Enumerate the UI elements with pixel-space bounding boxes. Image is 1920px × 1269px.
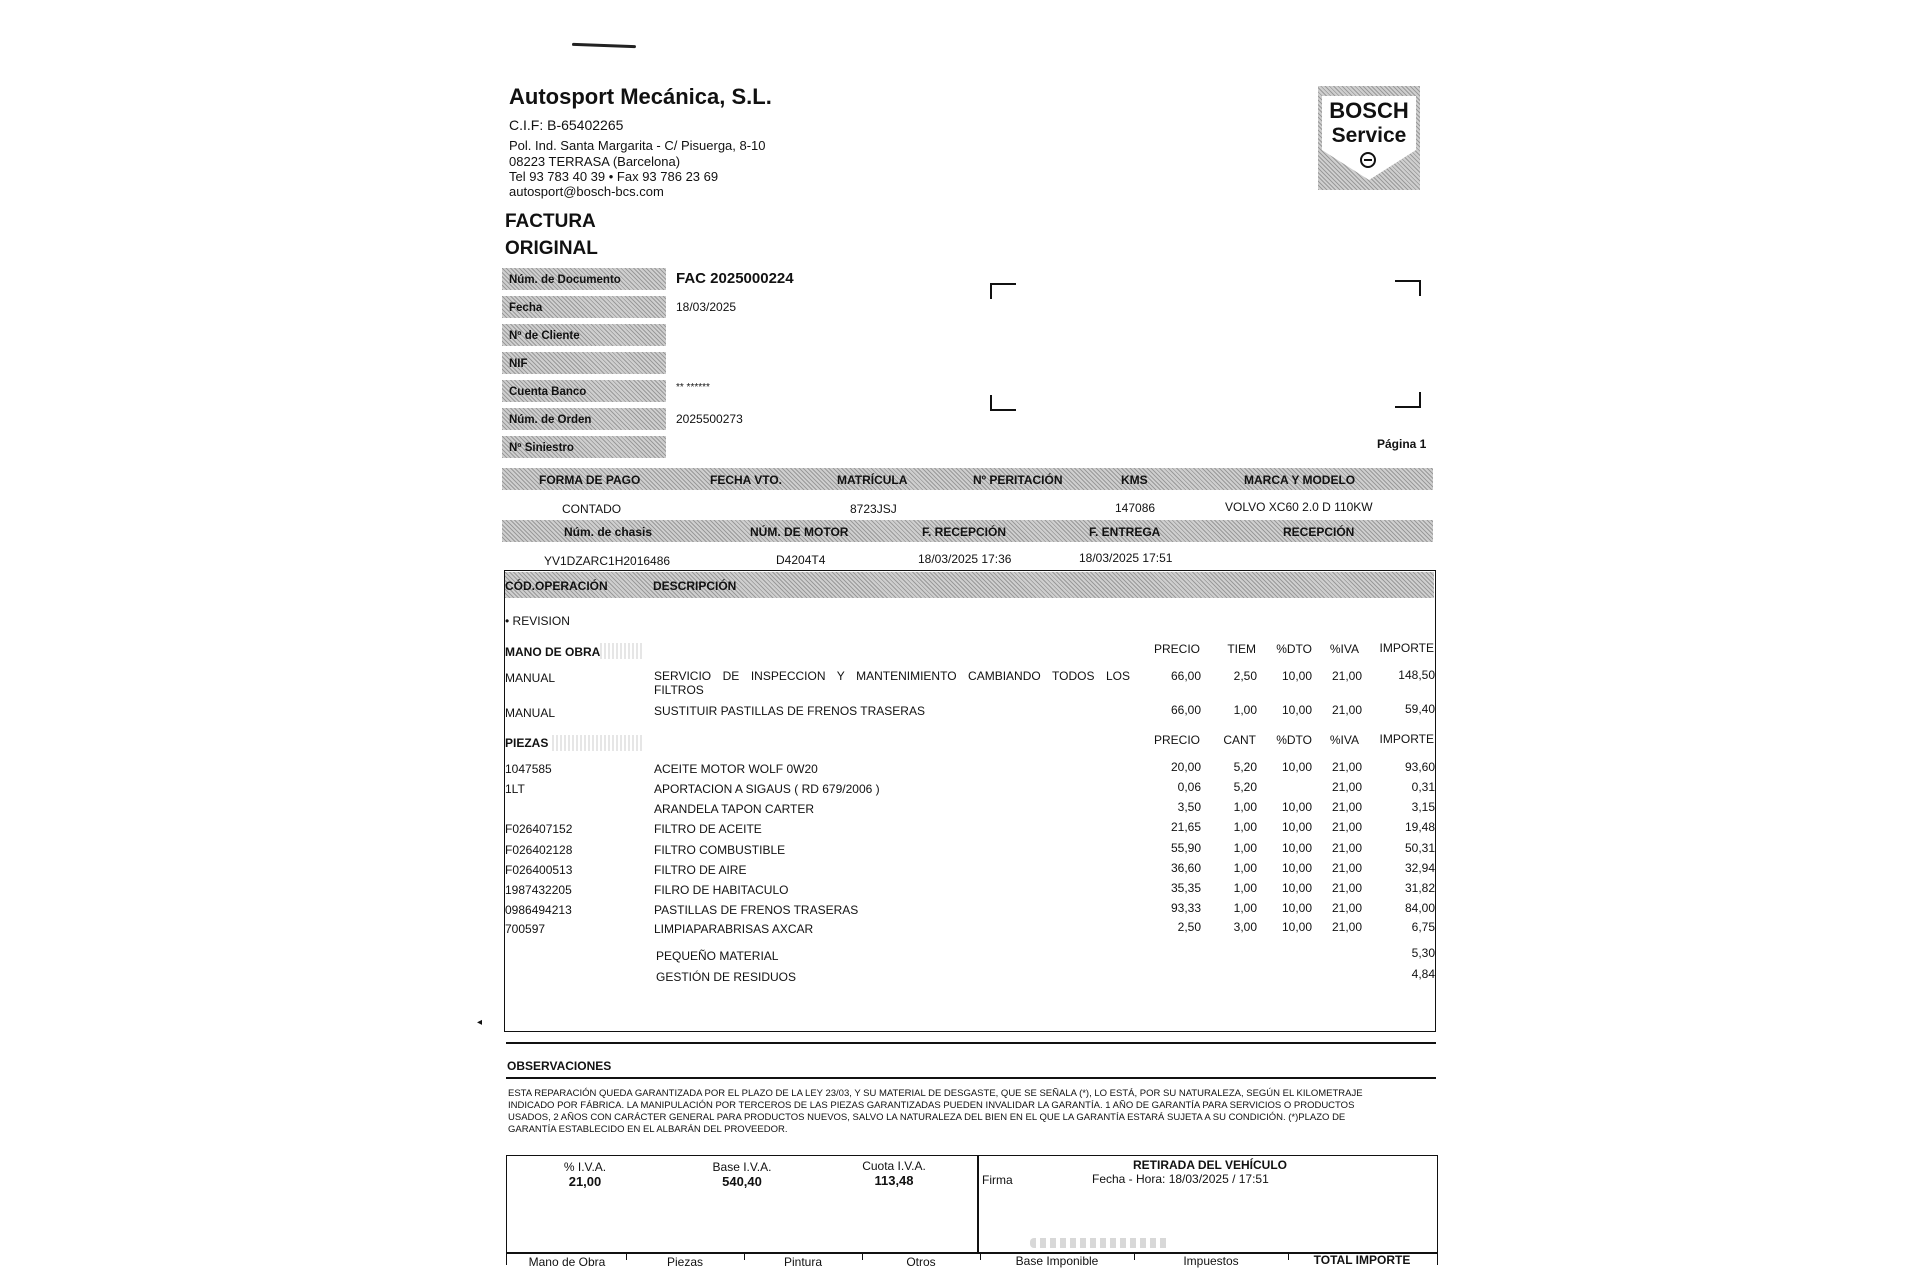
part-importe: 0,31 xyxy=(1411,780,1435,794)
labor-row-desc-cont: FILTROS xyxy=(654,683,704,697)
retirada-fecha-hora: Fecha - Hora: 18/03/2025 / 17:51 xyxy=(1092,1172,1269,1186)
part-iva: 21,00 xyxy=(1331,920,1362,934)
parts-title-smudge xyxy=(552,735,642,751)
doc-type-factura: FACTURA xyxy=(505,211,596,232)
totals-divider xyxy=(980,1253,981,1260)
bosch-logo-text: BOSCH xyxy=(1329,98,1409,123)
tax-iva-label: % I.V.A. xyxy=(563,1160,607,1174)
part-iva: 21,00 xyxy=(1331,820,1362,834)
value-kms: 147086 xyxy=(1115,501,1156,515)
part-dto: 10,00 xyxy=(1281,920,1312,934)
header-peritacion: Nº PERITACIÓN xyxy=(973,473,1063,487)
totals-divider xyxy=(1134,1253,1135,1260)
company-email: autosport@bosch-bcs.com xyxy=(509,184,664,199)
part-dto: 10,00 xyxy=(1281,760,1312,774)
company-address-1: Pol. Ind. Santa Margarita - C/ Pisuerga, 8-10 xyxy=(509,138,766,153)
vehicle-header-band-1 xyxy=(502,468,1433,490)
value-f-recepcion: 18/03/2025 17:36 xyxy=(918,552,1012,566)
part-precio: 36,60 xyxy=(1170,861,1201,875)
margin-mark: ◂ xyxy=(477,1017,483,1028)
part-iva: 21,00 xyxy=(1331,881,1362,895)
value-f-entrega: 18/03/2025 17:51 xyxy=(1079,551,1173,565)
labor-row-importe: 148,50 xyxy=(1398,668,1435,682)
part-precio: 55,90 xyxy=(1170,841,1201,855)
page-number: Página 1 xyxy=(1377,437,1427,451)
totals-col-total-importe: TOTAL IMPORTE xyxy=(1313,1253,1411,1267)
company-address-2: 08223 TERRASA (Barcelona) xyxy=(509,154,681,169)
header-descripcion: DESCRIPCIÓN xyxy=(653,579,737,593)
header-forma-pago: FORMA DE PAGO xyxy=(539,473,641,487)
totals-divider xyxy=(862,1253,863,1260)
extra-importe-pequeno-material: 5,30 xyxy=(1411,946,1435,960)
parts-col-iva: %IVA xyxy=(1329,733,1359,747)
part-precio: 93,33 xyxy=(1170,901,1201,915)
retirada-title: RETIRADA DEL VEHÍCULO xyxy=(1132,1158,1287,1172)
labor-col-importe: IMPORTE xyxy=(1379,641,1434,655)
part-iva: 21,00 xyxy=(1331,841,1362,855)
field-value-orden: 2025500273 xyxy=(676,412,743,426)
totals-divider xyxy=(1288,1253,1289,1260)
retirada-firma-label: Firma xyxy=(982,1173,1013,1187)
header-kms: KMS xyxy=(1121,473,1148,487)
header-recepcion: RECEPCIÓN xyxy=(1283,525,1355,539)
address-corner-bl xyxy=(990,395,1016,411)
part-importe: 84,00 xyxy=(1404,901,1435,915)
field-value-documento: FAC 2025000224 xyxy=(676,270,794,287)
tax-cuota-value: 113,48 xyxy=(874,1173,914,1188)
part-desc: APORTACION A SIGAUS ( RD 679/2006 ) xyxy=(654,782,880,796)
part-code: F026400513 xyxy=(505,863,573,877)
part-code: 700597 xyxy=(505,922,546,936)
part-precio: 20,00 xyxy=(1170,760,1201,774)
part-precio: 21,65 xyxy=(1170,820,1201,834)
header-f-entrega: F. ENTREGA xyxy=(1089,525,1161,539)
header-chasis: Núm. de chasis xyxy=(564,525,653,539)
vehicle-header-band-2 xyxy=(502,520,1433,542)
labor-row-iva: 21,00 xyxy=(1331,669,1362,683)
address-corner-tl xyxy=(990,283,1016,299)
parts-col-importe: IMPORTE xyxy=(1379,732,1434,746)
part-desc: FILTRO COMBUSTIBLE xyxy=(654,843,786,857)
part-importe: 19,48 xyxy=(1404,820,1435,834)
pen-mark xyxy=(572,43,636,48)
totals-col-impuestos: Impuestos xyxy=(1183,1254,1239,1268)
field-value-fecha: 18/03/2025 xyxy=(676,300,737,314)
part-code: F026402128 xyxy=(505,843,573,857)
totals-col-pintura: Pintura xyxy=(783,1255,823,1269)
company-name: Autosport Mecánica, S.L. xyxy=(509,84,772,109)
header-cod-operacion: CÓD.OPERACIÓN xyxy=(505,579,608,593)
totals-col-mano-obra: Mano de Obra xyxy=(528,1255,606,1269)
signature-smudge xyxy=(1030,1238,1170,1248)
part-precio: 0,06 xyxy=(1177,780,1201,794)
part-cant: 1,00 xyxy=(1233,841,1257,855)
field-label-nif: NIF xyxy=(502,352,666,374)
part-importe: 50,31 xyxy=(1404,841,1435,855)
labor-row-iva: 21,00 xyxy=(1331,703,1362,717)
field-label-fecha: Fecha xyxy=(502,296,666,318)
field-label-documento: Núm. de Documento xyxy=(502,268,666,290)
parts-col-dto: %DTO xyxy=(1276,733,1312,747)
parts-col-cant: CANT xyxy=(1223,733,1256,747)
value-matricula: 8723JSJ xyxy=(850,502,897,516)
tax-base-value: 540,40 xyxy=(722,1174,762,1189)
part-desc: PASTILLAS DE FRENOS TRASERAS xyxy=(654,903,859,917)
observaciones-top-rule xyxy=(506,1042,1436,1044)
value-motor: D4204T4 xyxy=(776,553,826,567)
part-dto: 10,00 xyxy=(1281,800,1312,814)
labor-row-precio: 66,00 xyxy=(1170,703,1201,717)
service-logo-text: Service xyxy=(1331,124,1407,147)
part-code: 1047585 xyxy=(505,762,552,776)
part-cant: 1,00 xyxy=(1233,800,1257,814)
totals-divider xyxy=(744,1253,745,1260)
part-cant: 1,00 xyxy=(1233,901,1257,915)
header-motor: NÚM. DE MOTOR xyxy=(750,525,849,539)
value-marca-modelo: VOLVO XC60 2.0 D 110KW xyxy=(1225,500,1373,514)
totals-col-otros: Otros xyxy=(906,1255,936,1269)
labor-row-dto: 10,00 xyxy=(1281,669,1312,683)
totals-col-piezas: Piezas xyxy=(666,1255,704,1269)
part-importe: 32,94 xyxy=(1404,861,1435,875)
part-code: 0986494213 xyxy=(505,903,572,917)
header-matricula: MATRÍCULA xyxy=(837,473,908,487)
part-iva: 21,00 xyxy=(1331,780,1362,794)
observaciones-title: OBSERVACIONES xyxy=(507,1059,612,1073)
part-desc: FILTRO DE AIRE xyxy=(654,863,747,877)
tax-base-label: Base I.V.A. xyxy=(712,1160,772,1174)
part-dto: 10,00 xyxy=(1281,861,1312,875)
value-forma-pago: CONTADO xyxy=(562,502,622,516)
field-label-cuenta: Cuenta Banco xyxy=(502,380,666,402)
observaciones-text-2: INDICADO POR FÁBRICA. LA MANIPULACIÓN POR TERCEROS DE LAS PIEZAS GARANTIZADAS PUEDEN INVALIDAR LA GARANTÍA. 1 AÑO DE GARANTÍA PARA SERVICIOS O PRODUCTOS xyxy=(508,1100,1355,1111)
part-desc: ACEITE MOTOR WOLF 0W20 xyxy=(654,762,818,776)
part-cant: 3,00 xyxy=(1233,920,1257,934)
part-code: 1987432205 xyxy=(505,883,572,897)
extra-desc-pequeno-material: PEQUEÑO MATERIAL xyxy=(656,949,779,963)
part-code: 1LT xyxy=(505,782,525,796)
address-corner-br xyxy=(1395,392,1421,408)
extra-desc-gestion-residuos: GESTIÓN DE RESIDUOS xyxy=(656,970,797,984)
operations-header-band xyxy=(505,572,1434,598)
labor-row-code: MANUAL xyxy=(505,706,556,720)
address-corner-tr xyxy=(1395,280,1421,296)
labor-row-tiem: 2,50 xyxy=(1233,669,1257,683)
part-precio: 2,50 xyxy=(1177,920,1201,934)
observaciones-rule xyxy=(506,1077,1436,1079)
part-code: F026407152 xyxy=(505,822,573,836)
part-iva: 21,00 xyxy=(1331,901,1362,915)
labor-row-code: MANUAL xyxy=(505,671,556,685)
labor-section-title: MANO DE OBRA xyxy=(505,645,601,659)
header-f-recepcion: F. RECEPCIÓN xyxy=(922,525,1007,539)
part-iva: 21,00 xyxy=(1331,861,1362,875)
observaciones-text-1: ESTA REPARACIÓN QUEDA GARANTIZADA POR EL PLAZO DE LA LEY 23/03, Y SU MATERIAL DE DESGASTE, QUE SE SEÑALA (*), LO ESTÁ, POR SU NATURALEZA, SEGÚN EL KILOMETRAJE xyxy=(508,1088,1363,1099)
tax-cuota-label: Cuota I.V.A. xyxy=(862,1159,926,1173)
part-cant: 1,00 xyxy=(1233,861,1257,875)
part-desc: LIMPIAPARABRISAS AXCAR xyxy=(654,922,814,936)
labor-row-dto: 10,00 xyxy=(1281,703,1312,717)
field-label-cliente: Nº de Cliente xyxy=(502,324,666,346)
field-label-siniestro: Nº Siniestro xyxy=(502,436,666,458)
labor-row-desc: SERVICIO DE INSPECCION Y MANTENIMIENTO CAMBIANDO TODOS LOS xyxy=(654,669,1130,683)
part-dto: 10,00 xyxy=(1281,820,1312,834)
tax-retirada-divider xyxy=(977,1156,979,1252)
part-cant: 1,00 xyxy=(1233,820,1257,834)
part-iva: 21,00 xyxy=(1331,800,1362,814)
part-precio: 3,50 xyxy=(1177,800,1201,814)
part-dto: 10,00 xyxy=(1281,841,1312,855)
part-cant: 5,20 xyxy=(1233,760,1257,774)
extra-importe-gestion-residuos: 4,84 xyxy=(1411,967,1435,981)
field-value-cuenta: ** ****** xyxy=(676,382,710,393)
header-fecha-vto: FECHA VTO. xyxy=(710,473,783,487)
part-dto: 10,00 xyxy=(1281,901,1312,915)
parts-col-precio: PRECIO xyxy=(1153,733,1200,747)
field-label-orden: Núm. de Orden xyxy=(502,408,666,430)
labor-row-importe: 59,40 xyxy=(1404,702,1435,716)
part-precio: 35,35 xyxy=(1170,881,1201,895)
company-phone: Tel 93 783 40 39 • Fax 93 786 23 69 xyxy=(509,169,719,184)
parts-section-title: PIEZAS xyxy=(505,736,549,750)
labor-col-tiem: TIEM xyxy=(1227,642,1256,656)
labor-col-iva: %IVA xyxy=(1329,642,1359,656)
tax-iva-value: 21,00 xyxy=(568,1174,602,1189)
value-chasis: YV1DZARC1H2016486 xyxy=(544,554,671,568)
labor-row-tiem: 1,00 xyxy=(1233,703,1257,717)
totals-col-base-imponible: Base Imponible xyxy=(1015,1254,1099,1268)
header-marca-modelo: MARCA Y MODELO xyxy=(1244,473,1356,487)
part-desc: ARANDELA TAPON CARTER xyxy=(654,802,815,816)
part-desc: FILRO DE HABITACULO xyxy=(654,883,789,897)
doc-type-original: ORIGINAL xyxy=(505,238,598,259)
part-importe: 3,15 xyxy=(1411,800,1435,814)
bosch-service-logo xyxy=(1318,86,1420,190)
totals-divider xyxy=(626,1253,627,1260)
part-cant: 5,20 xyxy=(1233,780,1257,794)
labor-row-desc: SUSTITUIR PASTILLAS DE FRENOS TRASERAS xyxy=(654,704,925,718)
part-importe: 6,75 xyxy=(1411,920,1435,934)
part-iva: 21,00 xyxy=(1331,760,1362,774)
labor-col-precio: PRECIO xyxy=(1153,642,1200,656)
part-cant: 1,00 xyxy=(1233,881,1257,895)
company-cif: C.I.F: B-65402265 xyxy=(509,117,624,133)
revision-label: • REVISION xyxy=(505,614,570,628)
observaciones-text-4: GARANTÍA ESTABLECIDO EN EL ALBARÁN DEL PROVEEDOR. xyxy=(508,1124,788,1135)
part-dto: 10,00 xyxy=(1281,881,1312,895)
labor-col-dto: %DTO xyxy=(1276,642,1312,656)
observaciones-text-3: USADOS, 2 AÑOS CON CARÁCTER GENERAL PARA PRODUCTOS NUEVOS, SALVO LA NATURALEZA DEL BIEN EN EL QUE LA GARANTÍA ESTARÁ SUJETA A SU CONDICIÓN. (*)PLAZO DE xyxy=(508,1112,1346,1123)
part-desc: FILTRO DE ACEITE xyxy=(654,822,762,836)
part-importe: 93,60 xyxy=(1404,760,1435,774)
labor-title-smudge xyxy=(600,643,642,659)
labor-row-precio: 66,00 xyxy=(1170,669,1201,683)
part-importe: 31,82 xyxy=(1404,881,1435,895)
bosch-armature-icon xyxy=(1360,152,1376,168)
